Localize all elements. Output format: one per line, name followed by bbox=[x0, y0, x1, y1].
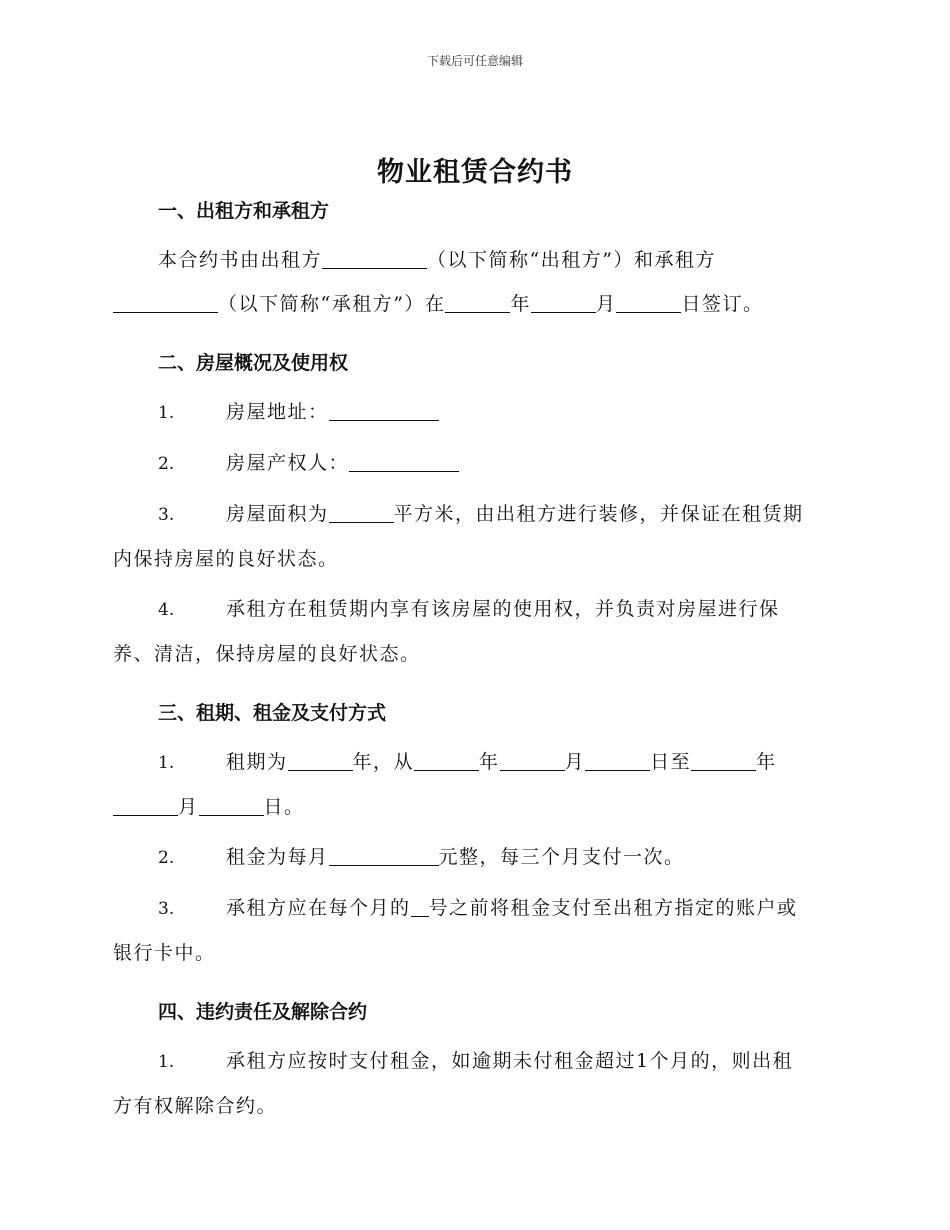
blank-owner bbox=[349, 452, 459, 472]
section-heading-1: 一、出租方和承租方 bbox=[158, 200, 330, 222]
s1-paragraph-line1: 本合约书由出租方 （以下简称“出租方”）和承租方 bbox=[158, 249, 716, 271]
s3-item-3: 3. 承租方应在每个月的 号之前将租金支付至出租方指定的账户或 bbox=[158, 897, 798, 919]
blank-start-year bbox=[414, 751, 479, 771]
s2-item-1: 1. 房屋地址： bbox=[113, 390, 837, 435]
header-note: 下载后可任意编辑 bbox=[426, 54, 523, 68]
s2-item-3-cont: 内保持房屋的良好状态。 bbox=[113, 548, 339, 570]
blank-lessor bbox=[322, 249, 427, 269]
blank-address bbox=[329, 401, 439, 421]
s4-item-1-cont: 方有权解除合约。 bbox=[113, 1095, 278, 1117]
s2-item-4: 4. 承租方在租赁期内享有该房屋的使用权，并负责对房屋进行保 bbox=[158, 598, 780, 620]
s4-item-1: 1. 承租方应按时支付租金，如逾期未付租金超过1个月的，则出租 bbox=[158, 1050, 794, 1072]
blank-term-years bbox=[288, 751, 353, 771]
s3-item-1: 1. 租期为 年，从 年 月 日至 年 bbox=[158, 751, 777, 773]
section-heading-3: 三、租期、租金及支付方式 bbox=[158, 702, 387, 724]
blank-end-month bbox=[113, 796, 178, 816]
s2-item-2: 2. 房屋产权人： bbox=[113, 441, 837, 486]
s3-item-2: 2. 租金为每月 元整，每三个月支付一次。 bbox=[158, 846, 685, 868]
blank-monthly-rent bbox=[329, 846, 439, 866]
blank-sign-day bbox=[616, 293, 681, 313]
blank-start-month bbox=[500, 751, 565, 771]
blank-start-day bbox=[585, 751, 650, 771]
s2-item-3: 3. 房屋面积为 平方米，由出租方进行装修，并保证在租赁期 bbox=[158, 503, 804, 525]
section-heading-4: 四、违约责任及解除合约 bbox=[158, 1001, 368, 1023]
blank-area bbox=[329, 503, 394, 523]
blank-end-day bbox=[199, 796, 264, 816]
blank-sign-year bbox=[445, 293, 510, 313]
document-body bbox=[113, 196, 837, 1128]
s3-item-1-cont: 月 日。 bbox=[113, 785, 837, 829]
s2-item-4-cont: 养、清洁，保持房屋的良好状态。 bbox=[113, 643, 421, 665]
s3-item-3-cont: 银行卡中。 bbox=[113, 942, 216, 964]
section-heading-2: 二、房屋概况及使用权 bbox=[158, 352, 349, 374]
s1-paragraph-line2: （以下简称“承租方”）在 年 月 日签订。 bbox=[113, 282, 837, 326]
blank-end-year bbox=[691, 751, 756, 771]
document-title: 物业租赁合约书 bbox=[377, 157, 573, 188]
blank-pay-day bbox=[411, 897, 429, 917]
blank-sign-month bbox=[531, 293, 596, 313]
blank-lessee bbox=[113, 293, 218, 313]
